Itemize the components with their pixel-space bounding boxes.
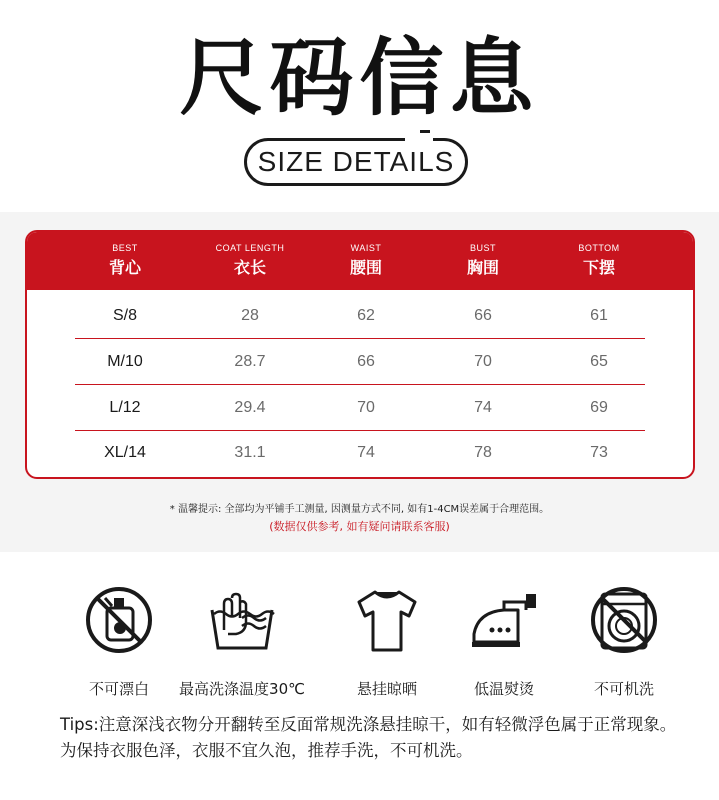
size-table [25, 230, 695, 479]
table-header [27, 232, 693, 290]
badge-tick [420, 130, 430, 133]
length-cell: 28.7 [234, 353, 266, 370]
hang-dry-icon [351, 584, 423, 656]
column-header-zh: 腰围 [349, 258, 382, 277]
size-cell: L/12 [109, 399, 141, 416]
care-label: 低温熨烫 [473, 680, 534, 698]
column-header-zh: 衣长 [233, 258, 266, 277]
length-cell: 29.4 [234, 399, 266, 416]
bottom-cell: 65 [590, 353, 608, 370]
column-header-en: BOTTOM [578, 243, 620, 253]
no-machine-wash-icon [588, 584, 660, 656]
column-header [185, 242, 315, 279]
row-divider [75, 338, 645, 339]
table-row [27, 294, 693, 338]
table-row [27, 386, 693, 430]
waist-cell: 74 [357, 444, 375, 461]
column-header-en: BEST [112, 243, 138, 253]
bust-cell: 78 [474, 444, 492, 461]
waist-cell: 70 [357, 399, 375, 416]
column-header-en: BUST [469, 243, 496, 253]
no-bleach-icon [83, 584, 155, 656]
low-iron-icon [468, 584, 540, 656]
length-cell: 31.1 [234, 444, 266, 461]
bust-cell: 66 [474, 307, 492, 324]
column-header-zh: 背心 [108, 258, 141, 277]
wash-30-icon [206, 584, 278, 656]
column-header [418, 242, 548, 279]
size-cell: M/10 [107, 353, 143, 370]
column-header-en: COAT LENGTH [215, 243, 285, 253]
care-item [554, 584, 694, 698]
column-header-zh: 下摆 [582, 258, 615, 277]
table-row [27, 431, 693, 475]
column-header [534, 242, 664, 279]
column-header [301, 242, 431, 279]
waist-cell: 62 [357, 307, 375, 324]
column-header-en: WAIST [350, 243, 382, 253]
bottom-cell: 73 [590, 444, 608, 461]
care-tips: Tips:注意深浅衣物分开翻转至反面常规洗涤悬挂晾干，如有轻微浮色属于正常现象。为保持衣服色泽，衣服不宜久泡，推荐手洗，不可机洗。 [60, 715, 677, 760]
measurement-note: * 温馨提示: 全部均为平铺手工测量, 因测量方式不同, 如有1-4CM误差属于合理范围。 [169, 504, 550, 515]
row-divider [75, 384, 645, 385]
badge-gap [405, 131, 433, 145]
care-item [49, 584, 189, 698]
waist-cell: 66 [357, 353, 375, 370]
page-title: 尺码信息 [179, 29, 540, 127]
bust-cell: 74 [474, 399, 492, 416]
bust-cell: 70 [474, 353, 492, 370]
care-item [434, 584, 574, 698]
table-row [27, 340, 693, 384]
size-cell: S/8 [112, 307, 137, 324]
subtitle-badge: SIZE DETAILS [244, 138, 468, 186]
length-cell: 28 [241, 307, 259, 324]
reference-note: (数据仅供参考, 如有疑问请联系客服) [269, 520, 450, 533]
size-cell: XL/14 [104, 444, 146, 461]
bottom-cell: 69 [590, 399, 608, 416]
column-header [60, 242, 190, 279]
care-label: 悬挂晾晒 [356, 680, 417, 698]
care-label: 不可机洗 [593, 680, 654, 698]
care-item [172, 584, 312, 698]
care-label: 最高洗涤温度30℃ [179, 680, 305, 698]
care-label: 不可漂白 [88, 680, 149, 698]
column-header-zh: 胸围 [466, 258, 499, 277]
bottom-cell: 61 [590, 307, 608, 324]
